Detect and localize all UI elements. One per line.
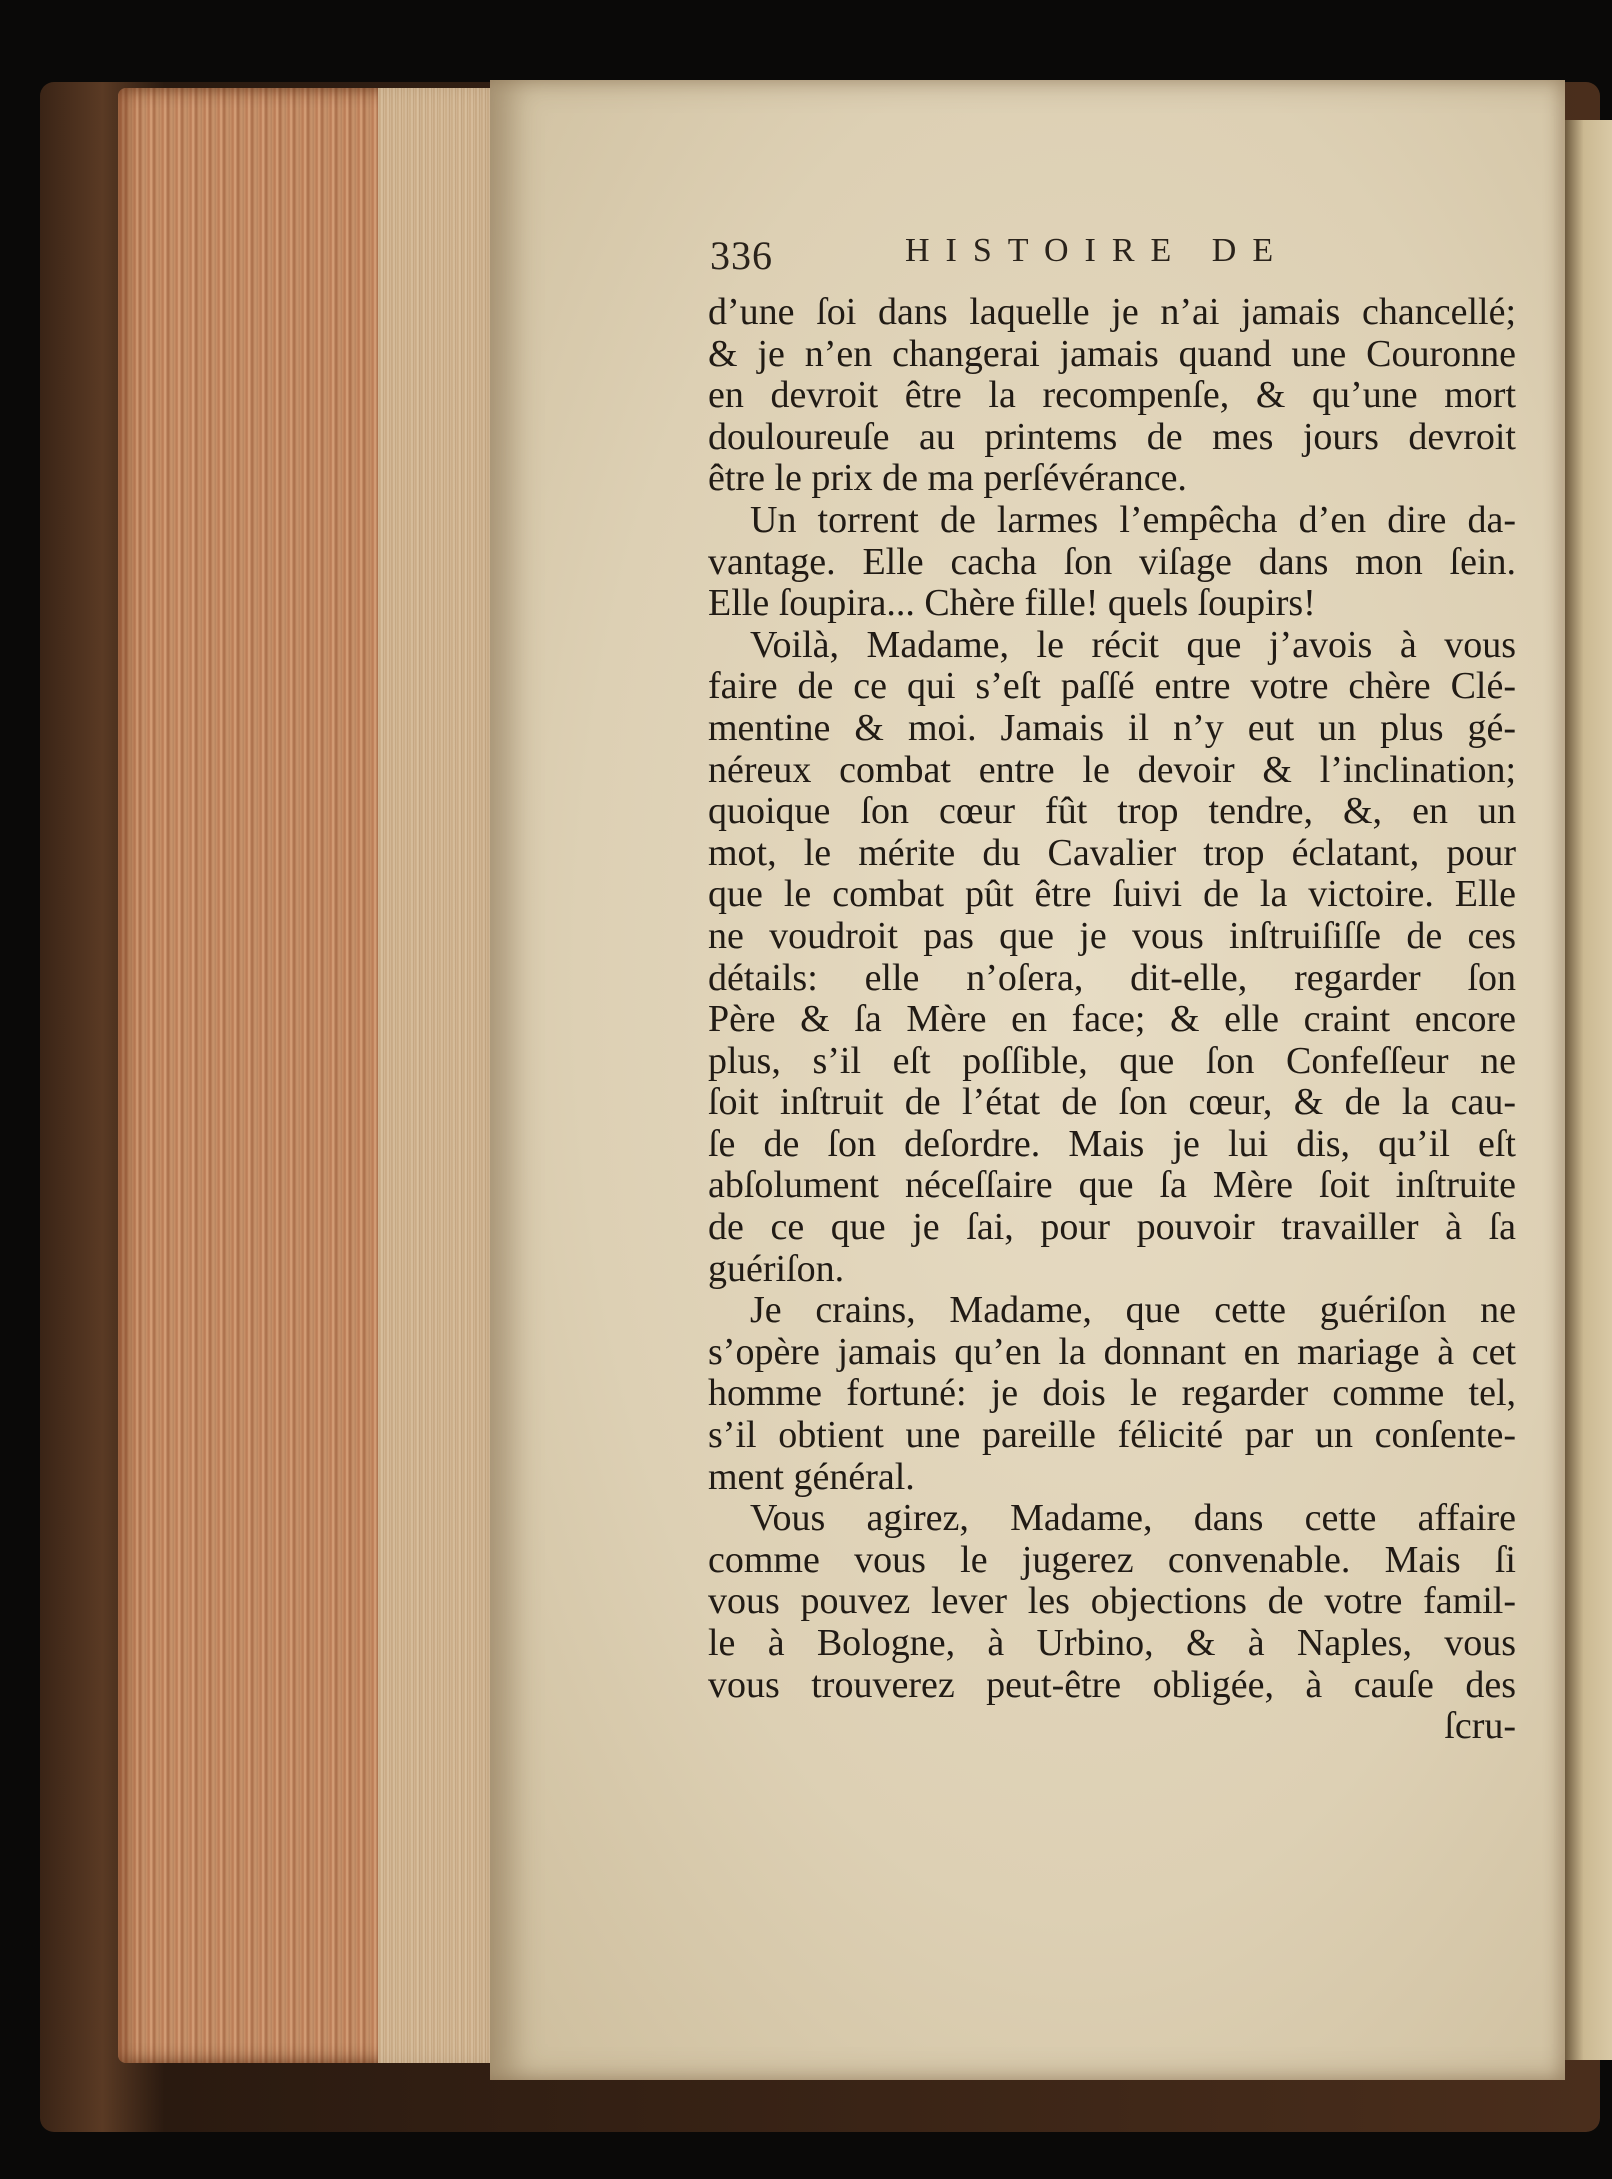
text-line: guériſon. (708, 1247, 845, 1290)
text-line: détails: elle n’oſera, dit-elle, regarder ſon (708, 956, 1516, 999)
text-line: douloureuſe au printems de mes jours devroit (708, 415, 1516, 458)
text-line: vantage. Elle cacha ſon viſage dans mon ſein. (708, 540, 1516, 583)
text-line: d’une ſoi dans laquelle je n’ai jamais chancellé; (708, 291, 1516, 333)
text-line: néreux combat entre le devoir & l’inclination; (708, 748, 1516, 791)
text-line: mot, le mérite du Cavalier trop éclatant, pour (708, 831, 1516, 874)
text-line: s’il obtient une pareille félicité par un conſente- (708, 1414, 1516, 1457)
facing-page-edge (1565, 120, 1612, 2060)
text-line: vous trouverez peut-être obligée, à cauſe des (708, 1663, 1516, 1706)
running-head (710, 232, 1510, 282)
text-line: ment général. (708, 1455, 915, 1498)
text-line: plus, s’il eſt poſſible, que ſon Confeſſeur ne (708, 1039, 1516, 1082)
page-edges-light (378, 88, 498, 2063)
text-line: mentine & moi. Jamais il n’y eut un plus gé- (708, 706, 1516, 749)
text-line: s’opère jamais qu’en la donnant en mariage à cet (708, 1330, 1516, 1373)
page-number: 336 (710, 233, 773, 278)
text-line: quoique ſon cœur fût trop tendre, &, en un (708, 790, 1516, 833)
text-line: homme fortuné: je dois le regarder comme tel, (708, 1372, 1516, 1415)
text-line: comme vous le jugerez convenable. Mais ſi (708, 1538, 1516, 1581)
running-head-title: HISTOIRE DE (905, 232, 1290, 269)
text-line: le à Bologne, à Urbino, & à Naples, vous (708, 1622, 1516, 1664)
text-line: être le prix de ma perſévérance. (708, 457, 1187, 500)
text-line: Un torrent de larmes l’empêcha d’en dire da- (750, 498, 1516, 541)
text-line: faire de ce qui s’eſt paſſé entre votre chère Clé- (708, 665, 1516, 708)
text-line: ne voudroit pas que je vous inſtruiſiſſe de ces (708, 914, 1516, 957)
text-line: Je crains, Madame, que cette guériſon ne (750, 1289, 1516, 1332)
text-line: ſcru- (1444, 1705, 1516, 1748)
text-line: Père & ſa Mère en face; & elle craint encore (708, 998, 1516, 1041)
text-line: en devroit être la recompenſe, & qu’une mort (708, 374, 1516, 417)
text-line: que le combat pût être ſuivi de la victoire. Elle (708, 873, 1516, 916)
page-edges (118, 88, 498, 2063)
text-line: de ce que je ſai, pour pouvoir travailler à ſa (708, 1206, 1516, 1249)
text-line: ſoit inſtruit de l’état de ſon cœur, & de la cau- (708, 1081, 1516, 1124)
text-line: Vous agirez, Madame, dans cette affaire (750, 1497, 1516, 1540)
text-line: abſolument néceſſaire que ſa Mère ſoit inſtruite (708, 1164, 1516, 1207)
page-text (708, 292, 1516, 1748)
text-line: ſe de ſon deſordre. Mais je lui dis, qu’il eſt (708, 1122, 1516, 1165)
text-line: Elle ſoupira... Chère fille! quels ſoupirs! (708, 582, 1316, 625)
text-line: Voilà, Madame, le récit que j’avois à vous (750, 623, 1516, 666)
text-line: vous pouvez lever les objections de votre famil- (708, 1580, 1516, 1623)
text-line: & je n’en changerai jamais quand une Couronne (708, 332, 1516, 375)
